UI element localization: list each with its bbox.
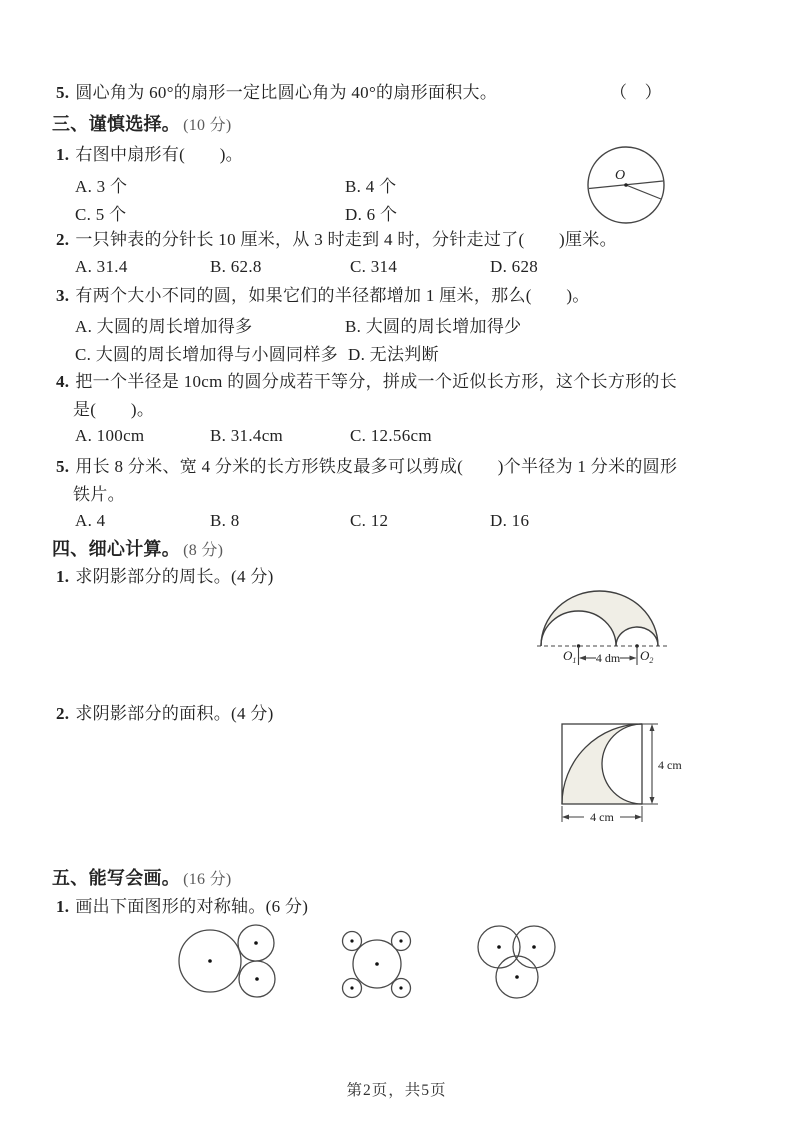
question-number: 3.: [56, 286, 70, 305]
choice-q5-line1: [56, 456, 677, 478]
shaded-region: [541, 591, 658, 646]
choice-q1-option-d: D. 6 个: [345, 205, 398, 224]
o1-label: $O_1$: [563, 648, 577, 665]
choice-q2-option-d: D. 628: [490, 257, 539, 276]
section-calc-title: [52, 538, 223, 562]
center-dot: [515, 975, 519, 979]
choice-q4-line2: 是( )。: [73, 400, 155, 419]
center-dot: [350, 939, 353, 942]
choice-q2-option-b: B. 62.8: [210, 257, 262, 276]
center-dot: [208, 959, 212, 963]
choice-q3-option-c: C. 大圆的周长增加得与小圆同样多: [75, 345, 338, 364]
center-dot: [375, 962, 379, 966]
question-number: 2.: [56, 704, 70, 723]
question-text: 有两个大小不同的圆，如果它们的半径都增加 1 厘米，那么( )。: [75, 286, 590, 305]
question-text: 画出下面图形的对称轴。(6 分): [75, 897, 309, 916]
question-text: 用长 8 分米、宽 4 分米的长方形铁皮最多可以剪成( )个半径为 1 分米的圆形: [75, 457, 678, 476]
calc-q2: [56, 703, 274, 725]
o2-label: $O_2$: [640, 648, 654, 665]
question-number: 4.: [56, 372, 70, 391]
choice-q5-option-a: A. 4: [75, 511, 106, 530]
section-title-text: 四、细心计算。: [52, 539, 181, 559]
center-dot: [399, 986, 402, 989]
choice-q5-line2: 铁片。: [73, 485, 125, 504]
choice-q4-option-a: A. 100cm: [75, 426, 145, 445]
bottom-dim-label: 4 cm: [590, 810, 614, 824]
question-text: 圆心角为 60°的扇形一定比圆心角为 40°的扇形面积大。: [75, 83, 498, 102]
judge-question-5: [56, 82, 497, 104]
question-number: 5.: [56, 83, 70, 102]
section-choice-title: [52, 113, 232, 137]
page-footer: 第2页，共5页: [346, 1082, 447, 1099]
choice-q2-option-c: C. 314: [350, 257, 398, 276]
choice-q1-option-a: A. 3 个: [75, 177, 128, 196]
question-text: 把一个半径是 10cm 的圆分成若干等分，拼成一个近似长方形，这个长方形的长: [75, 372, 678, 391]
right-arrowhead: [635, 815, 642, 820]
center-dot: [350, 986, 353, 989]
choice-q3-option-d: D. 无法判断: [348, 345, 439, 364]
center-dot: [624, 183, 628, 187]
choice-q4-option-b: B. 31.4cm: [210, 426, 284, 445]
radius-line: [626, 185, 661, 199]
up-arrowhead: [650, 724, 655, 731]
sector-circle-figure: [582, 142, 677, 234]
section-points: (8 分): [183, 542, 224, 559]
question-number: 2.: [56, 230, 70, 249]
answer-brackets: （ ）: [610, 83, 662, 102]
question-number: 1.: [56, 145, 70, 164]
question-number: 1.: [56, 897, 70, 916]
center-dot: [532, 945, 536, 949]
symmetry-figures: [150, 913, 610, 1018]
question-text: 求阴影部分的面积。(4 分): [75, 704, 274, 723]
group-1-tangent-circles: [179, 925, 275, 997]
center-dot: [399, 939, 402, 942]
right-arrowhead: [630, 656, 637, 661]
left-arrowhead: [579, 656, 586, 661]
choice-q5-option-d: D. 16: [490, 511, 530, 530]
center-dot: [497, 945, 501, 949]
question-text: 右图中扇形有( )。: [75, 145, 243, 164]
choice-q2: [56, 229, 617, 251]
question-text: 一只钟表的分针长 10 厘米，从 3 时走到 4 时，分针走过了( )厘米。: [75, 230, 617, 249]
shaded-area-figure: [560, 722, 700, 830]
choice-q3: [56, 285, 590, 307]
shaded-perimeter-figure: [537, 588, 672, 680]
section-title-text: 三、谨慎选择。: [52, 114, 181, 134]
choice-q5-option-c: C. 12: [350, 511, 389, 530]
center-label: O: [615, 168, 626, 183]
question-number: 5.: [56, 457, 70, 476]
calc-q1: [56, 566, 274, 588]
question-text: 求阴影部分的周长。(4 分): [75, 567, 274, 586]
dim-label: 4 dm: [595, 651, 621, 665]
section-title-text: 五、能写会画。: [52, 868, 181, 888]
choice-q5-option-b: B. 8: [210, 511, 240, 530]
center-dot: [254, 941, 258, 945]
choice-q1-option-c: C. 5 个: [75, 205, 127, 224]
left-arrowhead: [562, 815, 569, 820]
question-number: 1.: [56, 567, 70, 586]
choice-q4-option-c: C. 12.56cm: [350, 426, 432, 445]
choice-q1: [56, 144, 243, 166]
section-points: (10 分): [183, 117, 232, 134]
center-dot: [255, 977, 259, 981]
section-points: (16 分): [183, 871, 232, 888]
group-3-overlapping-circles: [478, 926, 555, 998]
choice-q1-option-b: B. 4 个: [345, 177, 397, 196]
choice-q3-option-a: A. 大圆的周长增加得多: [75, 317, 253, 336]
choice-q3-option-b: B. 大圆的周长增加得少: [345, 317, 522, 336]
choice-q4-line1: [56, 371, 677, 393]
side-dim-label: 4 cm: [658, 758, 682, 772]
section-draw-title: [52, 867, 232, 891]
down-arrowhead: [650, 797, 655, 804]
choice-q2-option-a: A. 31.4: [75, 257, 128, 276]
